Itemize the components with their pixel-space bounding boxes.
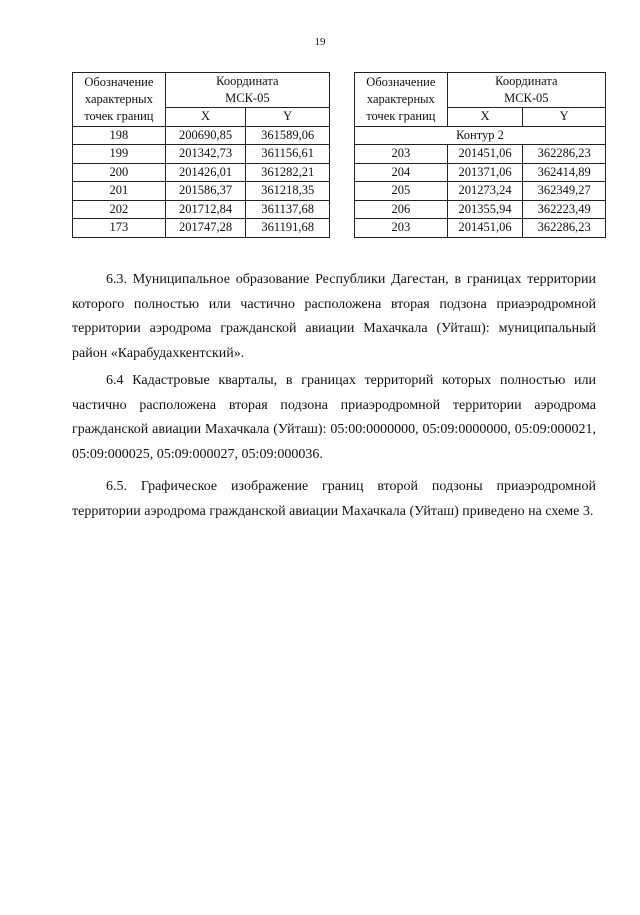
point-id: 198 xyxy=(73,126,166,145)
x-value: 201712,84 xyxy=(165,200,246,219)
table-header-row xyxy=(73,73,330,108)
x-value: 201355,94 xyxy=(447,200,523,219)
contour-label: Контур 2 xyxy=(355,126,606,145)
x-value: 201451,06 xyxy=(447,219,523,238)
table-row xyxy=(355,182,606,201)
coordinate-header-line: МСК-05 xyxy=(504,91,549,105)
y-header: Y xyxy=(246,108,330,127)
contour-row xyxy=(355,126,606,145)
table-row xyxy=(73,126,330,145)
y-value: 361137,68 xyxy=(246,200,330,219)
point-id: 204 xyxy=(355,163,448,182)
point-id: 200 xyxy=(73,163,166,182)
x-value: 201747,28 xyxy=(165,219,246,238)
table-row xyxy=(73,145,330,164)
point-id: 202 xyxy=(73,200,166,219)
coordinate-header xyxy=(447,73,605,108)
page-number: 19 xyxy=(314,36,326,48)
table-row xyxy=(355,219,606,238)
y-value: 362223,49 xyxy=(523,200,606,219)
table-row xyxy=(73,200,330,219)
designation-header-line: точек границ xyxy=(366,108,436,123)
x-value: 201451,06 xyxy=(447,145,523,164)
designation-header-line: Обозначение xyxy=(84,74,154,89)
y-value: 362286,23 xyxy=(523,145,606,164)
point-id: 203 xyxy=(355,145,448,164)
y-header: Y xyxy=(523,108,606,127)
coordinates-table-right xyxy=(354,72,606,238)
designation-header-line: характерных xyxy=(366,91,435,106)
coordinate-header-line: Координата xyxy=(216,74,279,88)
table-row xyxy=(355,145,606,164)
y-value: 361218,35 xyxy=(246,182,330,201)
y-value: 362414,89 xyxy=(523,163,606,182)
point-id: 173 xyxy=(73,219,166,238)
coordinate-header-line: МСК-05 xyxy=(225,91,270,105)
coordinate-header xyxy=(165,73,329,108)
point-id: 206 xyxy=(355,200,448,219)
table-header-row xyxy=(355,73,606,108)
x-value: 201371,06 xyxy=(447,163,523,182)
x-header: X xyxy=(447,108,523,127)
paragraph-graphic-scheme: 6.5. Графическое изображение границ второй подзоны приаэродромной территории аэродрома гражданской авиации Махачкала (Уйташ) приведено на схеме 3. xyxy=(72,479,596,519)
y-value: 362349,27 xyxy=(523,182,606,201)
point-id: 205 xyxy=(355,182,448,201)
table-row xyxy=(355,163,606,182)
table-row xyxy=(73,182,330,201)
y-value: 361191,68 xyxy=(246,219,330,238)
designation-header xyxy=(73,73,166,127)
table-row xyxy=(355,200,606,219)
designation-header xyxy=(355,73,448,127)
point-id: 203 xyxy=(355,219,448,238)
table-row xyxy=(73,219,330,238)
designation-header-line: характерных xyxy=(84,91,153,106)
paragraph-cadastral-quarters: 6.4 Кадастровые кварталы, в границах территорий которых полностью или частично расположена вторая подзона приаэродромной территории аэродрома гражданской авиации Махачкала (Уйташ): 05:00:0000000, 05:09:0000000, 05:09:000021, 05:09:000025, 05:09:000027, 05:09:000036. xyxy=(72,373,596,462)
point-id: 199 xyxy=(73,145,166,164)
coordinate-header-line: Координата xyxy=(495,74,558,88)
x-value: 201342,73 xyxy=(165,145,246,164)
y-value: 362286,23 xyxy=(523,219,606,238)
table-row xyxy=(73,163,330,182)
point-id: 201 xyxy=(73,182,166,201)
coordinates-table-left xyxy=(72,72,330,238)
y-value: 361156,61 xyxy=(246,145,330,164)
y-value: 361589,06 xyxy=(246,126,330,145)
x-header: X xyxy=(165,108,246,127)
x-value: 201273,24 xyxy=(447,182,523,201)
y-value: 361282,21 xyxy=(246,163,330,182)
x-value: 200690,85 xyxy=(165,126,246,145)
x-value: 201426,01 xyxy=(165,163,246,182)
paragraph-municipality: 6.3. Муниципальное образование Республики Дагестан, в границах территории которого полностью или частично расположена вторая подзона приаэродромной территории аэродрома гражданской авиации Махачкала (Уйташ): муниципальный район «Карабудахкентский». xyxy=(72,272,596,361)
designation-header-line: Обозначение xyxy=(366,74,436,89)
x-value: 201586,37 xyxy=(165,182,246,201)
designation-header-line: точек границ xyxy=(84,108,154,123)
